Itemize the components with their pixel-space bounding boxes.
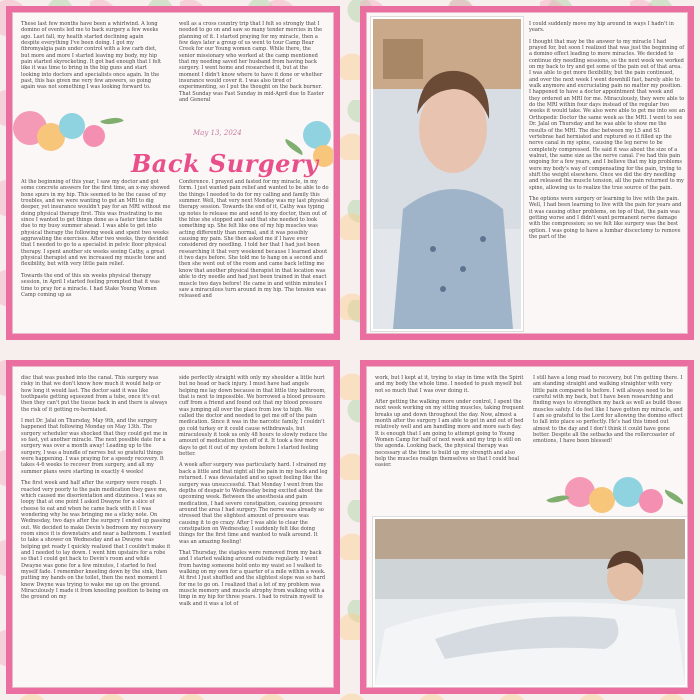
journal-page-2 <box>360 6 694 340</box>
journal-date: May 13, 2024 <box>193 129 242 137</box>
right-column-top: well as a cross country trip that I felt so strongly that I needed to go on and saw so many tender mercies in the planning of it. I started praying for my miracle, then a few days later a group of us went to tour Camp Bear Creek for our Young women camp. While there, the senior missionary who worked at the camp mentioned that my needing saved her husband from having back surgery. I went home and researched it, but at the moment I didn't know where to have it done or whether insurance would cover it. I was also tired of experimenting, so I put the thought on the back burner. That Sunday was Fast Sunday in mid-April due to Easter and General <box>179 21 324 104</box>
recovery-bed-photo <box>373 517 687 687</box>
flower-decoration <box>59 113 85 139</box>
journal-page-1 <box>6 6 340 340</box>
flower-decoration <box>639 489 663 513</box>
right-column: side perfectly straight with only my shoulder a little hurt but no head or back injury. I must have had angels helping me lay down because in that little tiny bathroom, that is next to impossible. We borrowed a blood pressure cuff from a friend and found out that my blood pressure was jumping all over the place from low to high. We called the doctor and needed to get me off of the pain medication. Since it was in the narcotic family, I couldn't go cold turkey or it could cause withdrawals, but miraculously it took us only 48 hours to slowly reduce the amount of medication then off of it. It took a few more days to get it out of my system before I started feeling better. A week after surgery was particularly hard. I strained my back a little and that night all the pain in my back and leg returned. I was devastated and so upset feeling like the surgery was unsuccessful. That Monday I went from the depths of despair to Wednesday being excited about the upcoming week. Between the anesthesia and pain medication, I had severe constipation, causing pressure around the area I had surgery. The nerve was already so stressed that the slightest amount of pressure was causing it to go crazy. After I was able to clear the constipation on Wednesday, I suddenly felt like doing things for the first time and wanted to walk around. It was an amazing feeling! That Thursday, the staples were removed from my back and I started walking around outside regularly. I went from having someone hold onto my waist so I walked to walking on my own for a quarter of a mile within a week. At first I just shuffled and the slightest slope was so hard for me to go on. I realized that a lot of my problem was muscle memory and muscle atrophy from walking with a limp in my hip for three years. I had to retrain myself to walk and it was a lot of <box>179 375 328 607</box>
page-title: Back Surgery <box>131 149 319 178</box>
flower-decoration <box>83 125 105 147</box>
leaf-decoration <box>662 489 685 504</box>
left-column: disc that was pushed into the canal. This surgery was risky in that we don't know how much it would help or how long it would last. The doctor said it was like toothpaste getting squeezed from a tube, once it's out then they can't put the tissue back in and there is always the risk of it getting re-herniated. I met Dr. Jalal on Thursday, May 9th, and the surgery happened that following Monday on May 13th. The surgery scheduler was shocked that they could get me in so fast, yet another miracle. The next possible date for a surgery was over a month away! Leading up to the surgery, I was a bundle of nerves but so grateful things were happening. I was praying for a speedy recovery. It takes 4-6 weeks to recover from surgery, and all my summer plans were starting in exactly 4 weeks! The first week and half after the surgery were rough. I reacted very poorly to the pain medication they gave me, which caused me disorientation and dizziness. I was so loopy that at one point I asked Dwayne for a slice of cheese to eat and when he came back with it I was wondering why he was bringing me a sticky note. On Wednesday, two days after the surgery I ended up passing out. We decided to make Devin's bedroom my recovery room since it is downstairs and near a bathroom. I wanted to take a shower on Wednesday and as Dwayne was helping get ready I quickly realized that I couldn't make it and I needed to lay down. I went him upstairs for a robe so that I could get back to Devin's room and while Dwayne was gone for a few minutes, I started to feel myself fade. I remember kneeling down by the sink, then putting my hands on the toilet, then the next moment I knew Dwyne was trying to wake me up on the ground. Miraculously I made it from kneeling position to being on the ground on my <box>21 375 171 601</box>
right-column: I still have a long road to recovery, but I'm getting there. I am standing straight and walking straighter with very little pain compared to before. I will always need to be careful with my back, but I have been researching and finding ways to strengthen my back as well as build those muscles safely. I do feel like I have gotten my miracle, and I am so grateful to the Lord for allowing the domino effect to fall into place so perfectly. He's had this timed out almost to the day and I don't think it could have gone better. Despite all the setbacks and the rollercoaster of emotions, I have been blessed! <box>533 375 683 445</box>
journal-page-3 <box>6 360 340 694</box>
journal-page-4 <box>360 360 694 694</box>
left-column: work, but I kept at it, trying to stay in time with the Spirit and my body the whole time. I needed to push myself but not so much that I was over doing it. After getting the walking more under control, I spent the next week working on my sitting muscles, taking frequent breaks up and down throughout the day. Now, almost a month after the surgery I am able to get in and out of bed relatively well and am handling more and more each day. It is enough that I am going to attempt going to Young Women Camp for half of next week and my trip is still on the agenda. Looking back, the physical therapy was necessary at the time to build up my strength and also help the muscles realign themselves so that I could heal easier. <box>375 375 524 469</box>
flower-decoration <box>589 487 615 513</box>
hospital-photo <box>371 17 523 331</box>
intro-text: These last few months have been a whirlwind. A long domino of events led me to back surgery a few weeks ago. Last fall, my health started declining again despite everything I've been doing. I got my fibromyalgia pain under control with a low carb diet, but more and more I started leaving my body, my hip pain started skyrocketing. It got bad enough that I felt like it was time to bring in the big guns and start looking into doctors and specialists once again. In the past, this has given me very few answers, so going again was not something I was looking forward to. <box>21 21 161 91</box>
left-column: At the beginning of this year, I saw my doctor and got some concrete answers for the first time, an x-ray showed bone spurs in my hip. This seemed to be the cause of my troubles, and we were wanting to get an MRI to dig deeper, yet insurance wouldn't pay for an MRI without me doing physical therapy first. This was frustrating to me since I wanted to get things done as a faster time table due to my busy summer ahead. I was able to get into physical therapy the following week and spent two weeks aggravating the exercises. After two weeks, they decided that I needed to go to a specialist in pelvic floor physical therapy. I spent another six weeks seeing Cathy, a great physical therapist and we increased my muscle tone and flexibility, but with very little pain relief. Towards the end of this six weeks physical therapy session, in April I started feeling prompted that it was time to pray for a miracle. I had Stake Young Women Camp coming up as <box>21 179 171 298</box>
page2-text: I could suddenly move my hip around in ways I hadn't in years. I thought that may be the answer to my miracle I had prayed for, but soon I realized that was just the beginning of a domino effect leading to more miracles. We decided to continue dry needling sessions, so the next week we worked on my back to try and get some of the pain out of that area. I was able to get more flexibility, but the pain continued, and over the next week I went downhill fast, barely able to walk anymore and excruciating pain no matter my position. I happened to have a doctor appointment that week and they ordered an MRI for me. Miraculously, they were able to do the MRI within four days instead of the regular two weeks it would take. We also were able to get me into see an Orthopedic Doctor the same week as the MRI. I went to see Dr. Jalal on Thursday and he was able to show me the results of the MRI. The disc between my L5 and S1 vertebrae had herniated and ruptured so it filled up the nerve canal in my spine, causing the leg nerve to be completely compressed. He said it was about the size of a walnut, the same size as the nerve canal. I've had this pain ongoing for a few years, and I believe that my hip problems were my body's way of compensating for the pain, trying to shift the weight elsewhere. Once we did the dry needling and released the muscle tension, all the pain returned to my spine, allowing us to realize the true source of the pain. The options were surgery or learning to live with the pain. Well, I had been learning to live with the pain for years and it was causing other problems, on top of that, the pain was getting worse and I didn't want permanent nerve damage with the compression; so we felt like surgery was the best option. I was going to have a lumbar discectomy to remove the part of the <box>529 21 685 240</box>
right-column: Conference. I prayed and fasted for my miracle, in my form. I just wanted pain relief and wanted to be able to do the things I needed to do for my calling and family this summer. Well, that very next Monday was my last physical therapy session. Towards the end of it, Cathy was typing up notes to release me and send to my doctor, then out of the blue she stopped and said that she needed to look something up. She felt like one of my hip muscles was acting differently than normal, and it was possibly causing my pain. She then asked me if I have ever considered dry needling. I told her that I had just been researching it that very weekend because I learned about it two days before. She told me to hang on a second and then she went out of the room and came back letting me know that another physical therapist in that location was able to dry needle and had just been trained in that exact muscle two days before! He came in and within minutes I saw a miraculous turn around in my hip. The tension was released and <box>179 179 329 300</box>
